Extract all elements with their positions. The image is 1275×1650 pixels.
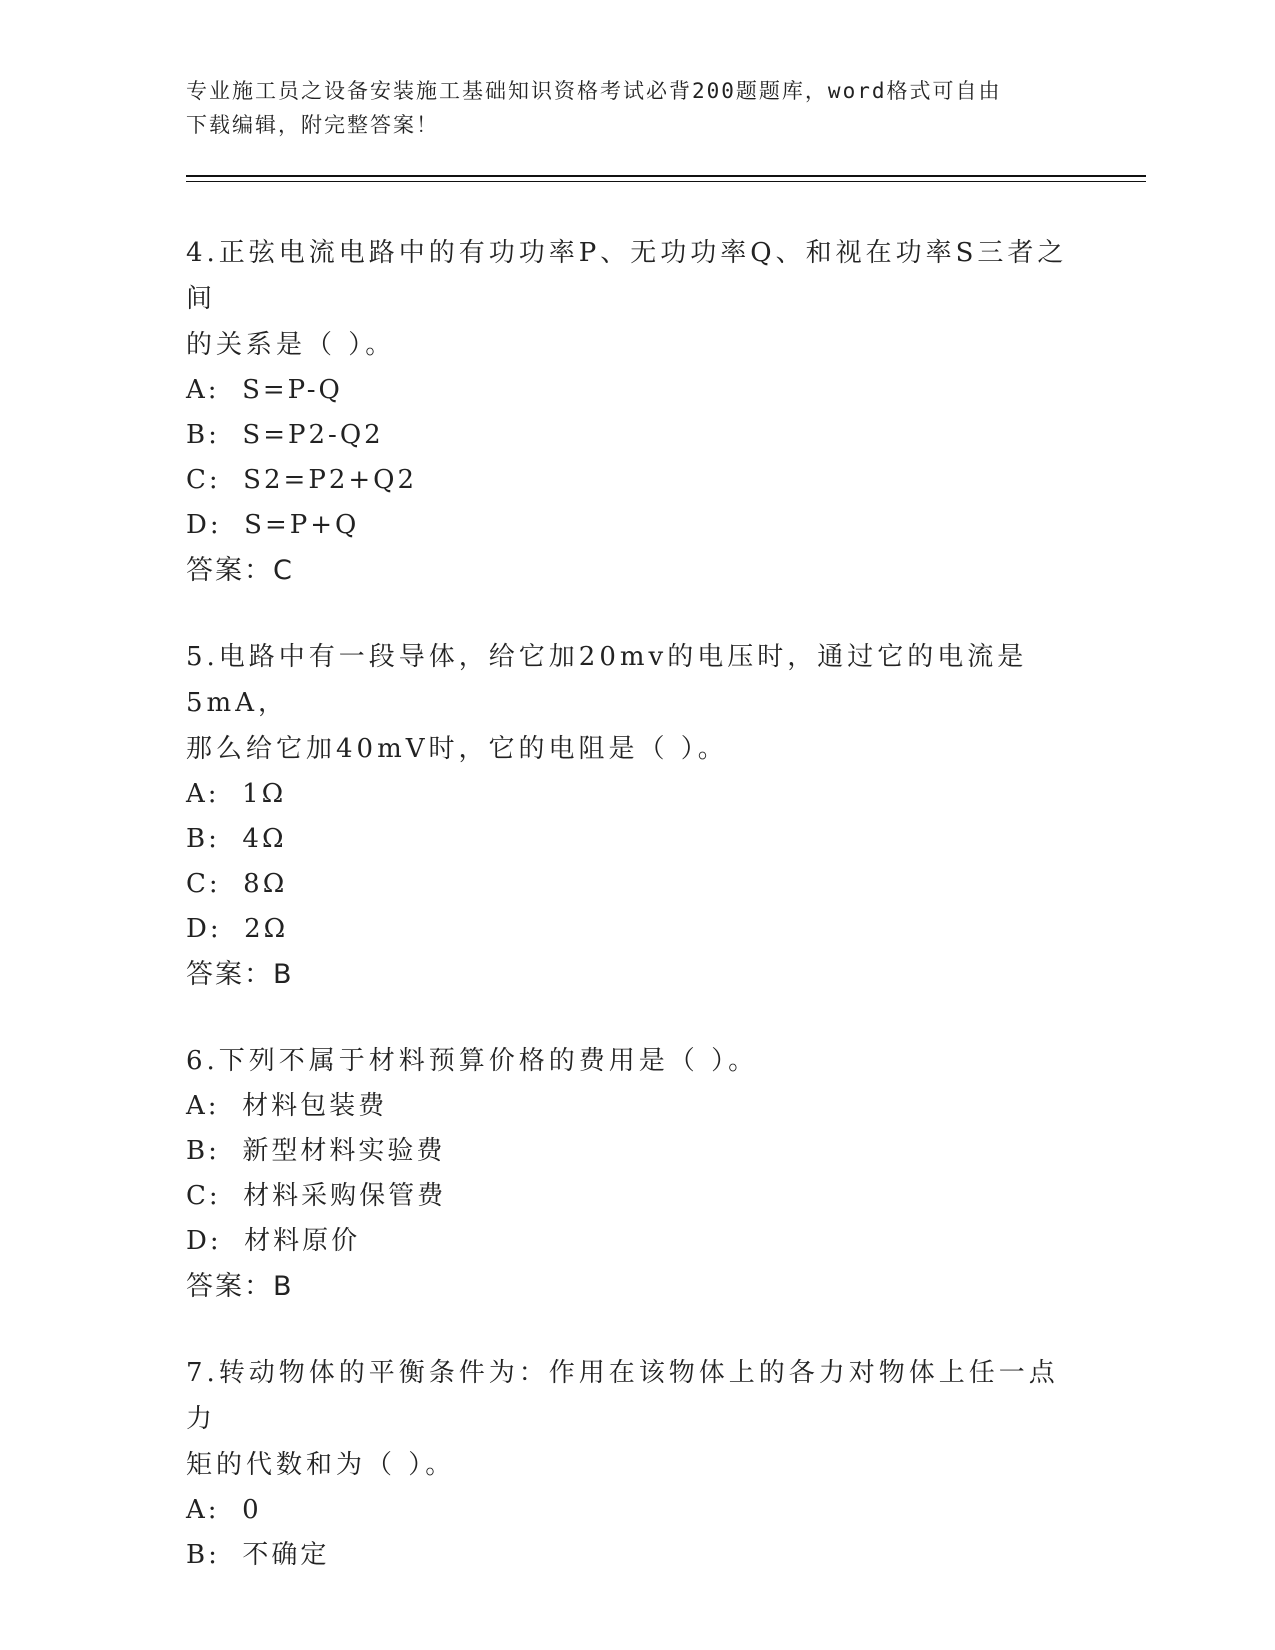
- question-stem-line-1: 6.下列不属于材料预算价格的费用是（ ）。: [186, 1046, 759, 1076]
- answer-label: 答案：C: [186, 555, 294, 586]
- header-line-2: 下载编辑，附完整答案！: [186, 113, 439, 137]
- question-stem-line-1: 5.电路中有一段导体，给它加20mv的电压时，通过它的电流是5mA，: [186, 642, 1028, 718]
- option-b: B: 4Ω: [186, 824, 287, 854]
- question-stem-line-1: 7.转动物体的平衡条件为：作用在该物体上的各力对物体上任一点力: [186, 1358, 1059, 1434]
- question-stem-line-2: 矩的代数和为（ ）。: [186, 1450, 456, 1480]
- option-a: A: 0: [186, 1495, 262, 1525]
- question-stem-line-1: 4.正弦电流电路中的有功功率P、无功功率Q、和视在功率S三者之间: [186, 238, 1068, 314]
- answer-label: 答案：B: [186, 959, 294, 990]
- option-a: A: 材料包装费: [186, 1091, 388, 1121]
- option-d: D: 材料原价: [186, 1226, 361, 1256]
- option-a: A: S=P-Q: [186, 375, 343, 405]
- option-c: C: 8Ω: [186, 869, 288, 899]
- option-b: B: 不确定: [186, 1540, 330, 1570]
- option-d: D: 2Ω: [186, 914, 289, 944]
- question-4: [186, 230, 1086, 594]
- question-5: [186, 634, 1086, 998]
- question-stem-line-2: 那么给它加40mV时，它的电阻是（ ）。: [186, 734, 728, 764]
- option-d: D: S=P+Q: [186, 510, 360, 540]
- document-header: [186, 74, 1086, 142]
- question-6: [186, 1038, 1086, 1310]
- header-divider-thin: [186, 181, 1146, 182]
- option-a: A: 1Ω: [186, 779, 287, 809]
- option-b: B: S=P2-Q2: [186, 420, 384, 450]
- option-c: C: S2=P2+Q2: [186, 465, 417, 495]
- answer-label: 答案：B: [186, 1271, 294, 1302]
- header-divider-thick: [186, 175, 1146, 177]
- question-7: [186, 1350, 1086, 1578]
- option-c: C: 材料采购保管费: [186, 1181, 447, 1211]
- header-line-1: 专业施工员之设备安装施工基础知识资格考试必背200题题库，word格式可自由: [186, 79, 1002, 103]
- question-stem-line-2: 的关系是（ ）。: [186, 330, 396, 360]
- option-b: B: 新型材料实验费: [186, 1136, 446, 1166]
- question-list: [186, 230, 1086, 1618]
